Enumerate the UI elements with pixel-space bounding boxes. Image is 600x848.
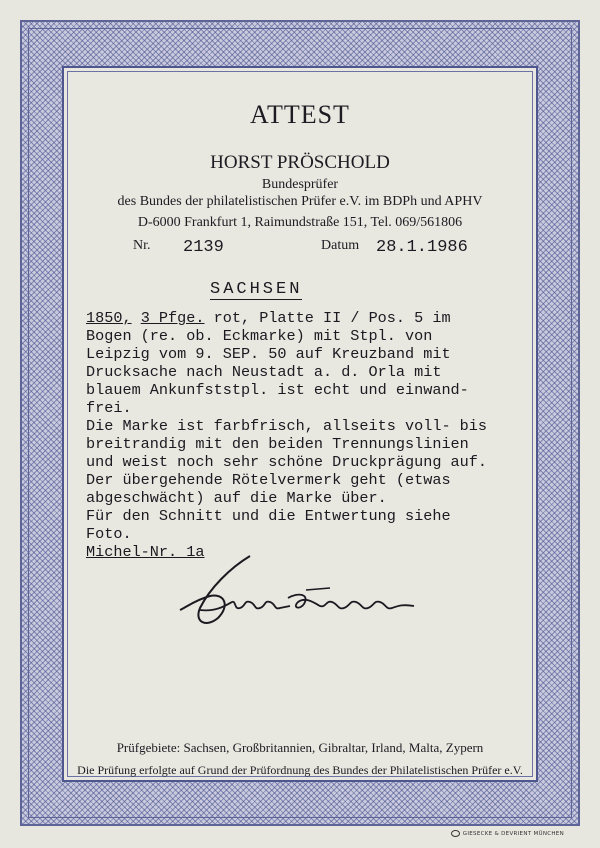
body-line: abgeschwächt) auf die Marke über. [86,489,387,507]
body-line: Bogen (re. ob. Eckmarke) mit Stpl. von [86,327,433,345]
body-line: Der übergehende Rötelvermerk geht (etwas [86,471,451,489]
body-line: frei. [86,399,132,417]
body-line: und weist noch sehr schöne Druckprägung auf. [86,453,488,471]
nr-value: 2139 [183,238,224,257]
nr-label: Nr. [133,238,151,253]
body-line: Drucksache nach Neustadt a. d. Orla mit [86,363,442,381]
body-line: Für den Schnitt und die Entwertung siehe [86,507,451,525]
signature [170,548,440,638]
michel-number: Michel-Nr. 1a [86,543,205,561]
examiner-role: Bundesprüfer [261,177,339,192]
examination-areas: Prüfgebiete: Sachsen, Großbritannien, Gibraltar, Irland, Malta, Zypern [116,740,484,755]
value-text: 3 Pfge. [140,309,205,327]
body-line: Foto. [86,525,132,543]
body-line: blauem Ankunfststpl. ist echt und einwand- [86,381,469,399]
datum-label: Datum [321,238,360,253]
body-line: Die Marke ist farbfrisch, allseits voll- bis [86,417,488,435]
printer-name: GIESECKE & DEVRIENT MÜNCHEN [462,831,564,837]
certificate-title: ATTEST [250,100,350,129]
examination-note: Die Prüfung erfolgte auf Grund der Prüfordnung des Bundes der Philatelistischen Prüfer e.V. [77,763,523,777]
datum-value: 28.1.1986 [376,238,468,257]
examiner-address: D-6000 Frankfurt 1, Raimundstraße 151, Tel. 069/561806 [137,215,463,230]
printer-logo-icon [451,830,460,837]
body-line: breitrandig mit den beiden Trennungslinien [86,435,469,453]
year-text: 1850, [86,309,132,327]
line-1-rest: rot, Platte II / Pos. 5 im [204,309,451,327]
body-line: Leipzig vom 9. SEP. 50 auf Kreuzband mit [86,345,451,363]
examiner-organization: des Bundes der philatelistischen Prüfer e.V. im BDPh und APHV [117,194,483,209]
body-line-1 [86,309,451,327]
examiner-name: HORST PRÖSCHOLD [210,152,390,173]
country-heading: SACHSEN [210,280,303,299]
printer-imprint [451,830,564,837]
